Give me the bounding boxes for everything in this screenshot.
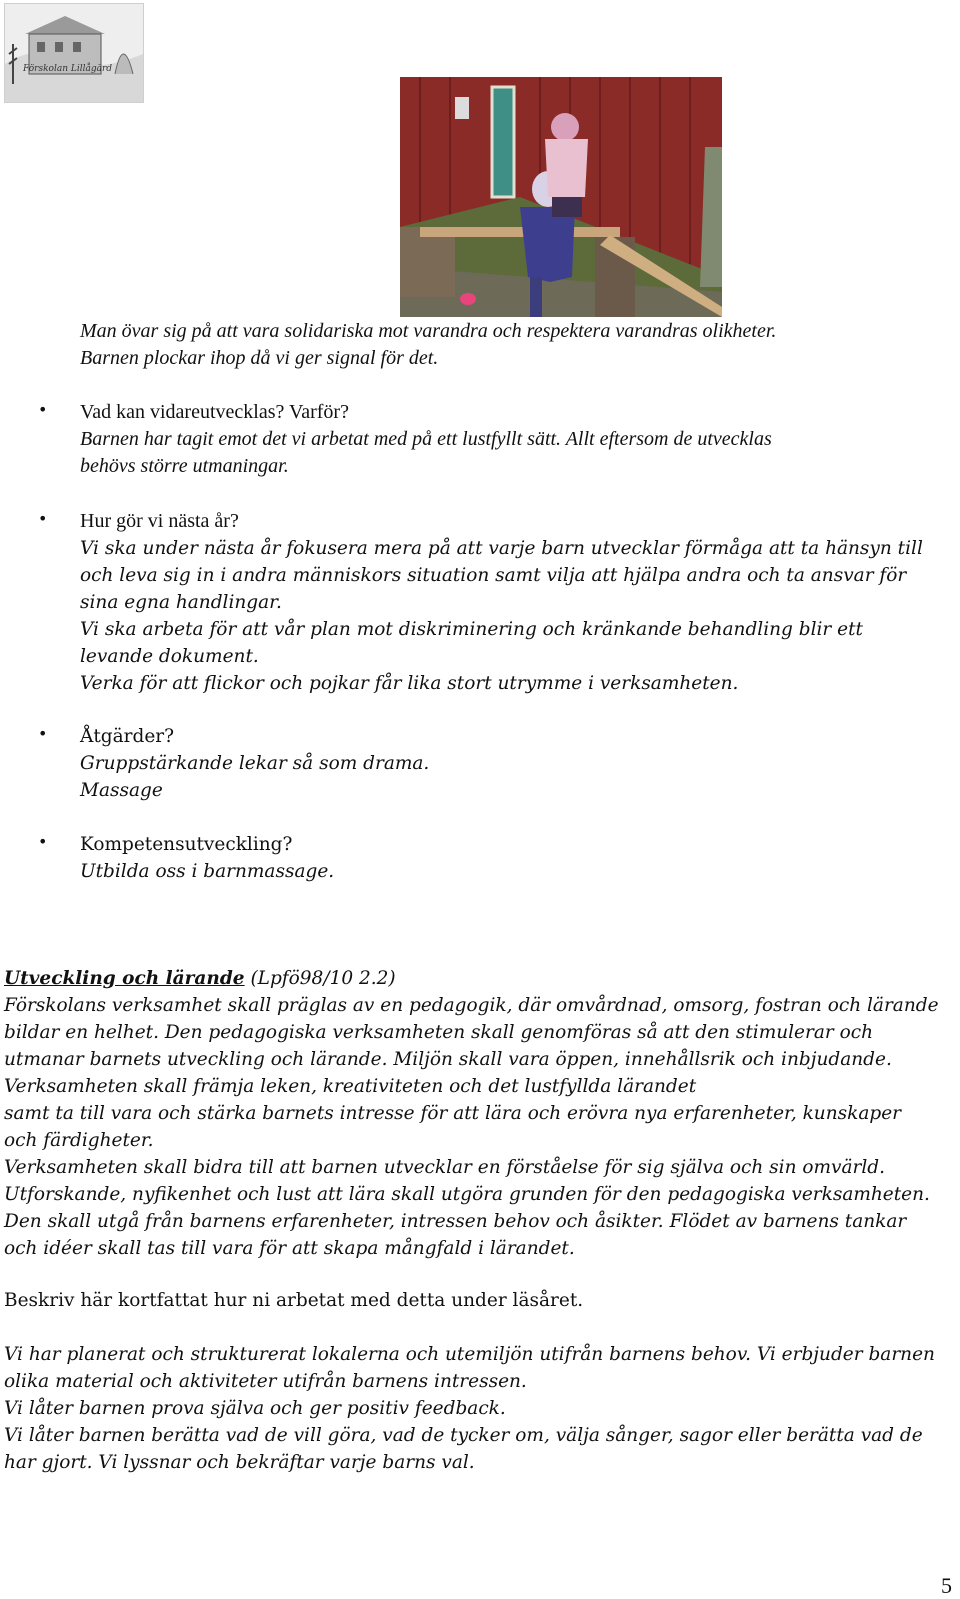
bullet-answer: Gruppstärkande lekar så som drama. (80, 753, 430, 774)
bullet-question: Hur gör vi nästa år? (80, 510, 239, 532)
answer-line: Vi låter barnen prova själva och ger positiv feedback. (4, 1398, 506, 1419)
bullet-question: Åtgärder? (80, 726, 175, 747)
children-photo-image-icon (400, 77, 722, 317)
page-number: 5 (941, 1573, 952, 1598)
logo-caption: Förskolan Lillågärd (23, 64, 113, 74)
bullet-answer: Barnen har tagit emot det vi arbetat med på ett lustfyllt sätt. Allt eftersom de utvecklas (80, 428, 772, 450)
heading-reference: (Lpfö98/10 2.2) (244, 968, 396, 989)
bullet-icon: • (38, 509, 48, 528)
preschool-logo (4, 3, 144, 103)
body-line: Utforskande, nyfikenhet och lust att lära skall utgöra grunden för den pedagogiska verksamheten. (4, 1184, 930, 1205)
body-line: Verksamheten skall främja leken, kreativiteten och det lustfyllda lärandet (4, 1076, 697, 1097)
body-line: bildar en helhet. Den pedagogiska verksamheten skall genomföras så att den stimulerar och (4, 1022, 874, 1043)
bullet-answer: och leva sig in i andra människors situation samt vilja att hjälpa andra och ta ansvar för (80, 565, 907, 586)
bullet-icon: • (38, 724, 48, 743)
bullet-question: Kompetensutveckling? (80, 834, 293, 855)
body-line: Verksamheten skall bidra till att barnen utvecklar en förståelse för sig själva och sin omvärld. (4, 1157, 886, 1178)
answer-line: olika material och aktiviteter utifrån barnens intressen. (4, 1371, 527, 1392)
section-heading (4, 965, 396, 992)
bullet-answer: behövs större utmaningar. (80, 455, 289, 477)
logo-sketch-icon (5, 4, 143, 102)
bullet-answer: Utbilda oss i barnmassage. (80, 861, 335, 882)
body-line: samt ta till vara och stärka barnets intresse för att lära och erövra nya erfarenheter, kunskaper (4, 1103, 901, 1124)
bullet-icon: • (38, 832, 48, 851)
bullet-answer: Vi ska arbeta för att vår plan mot diskriminering och kränkande behandling blir ett (80, 619, 863, 640)
body-line: och idéer skall tas till vara för att skapa mångfald i lärandet. (4, 1238, 575, 1259)
text-line: Barnen plockar ihop då vi ger signal för det. (80, 347, 439, 369)
bullet-answer: sina egna handlingar. (80, 592, 282, 613)
bullet-answer: Massage (80, 780, 163, 801)
body-line: och färdigheter. (4, 1130, 154, 1151)
answer-line: har gjort. Vi lyssnar och bekräftar varje barns val. (4, 1452, 475, 1473)
bullet-icon: • (38, 400, 48, 419)
prompt-text: Beskriv här kortfattat hur ni arbetat med detta under läsåret. (4, 1290, 584, 1311)
body-line: Förskolans verksamhet skall präglas av en pedagogik, där omvårdnad, omsorg, fostran och lärande (4, 995, 939, 1016)
heading-title: Utveckling och lärande (4, 968, 245, 989)
bullet-answer: Verka för att flickor och pojkar får lika stort utrymme i verksamheten. (80, 673, 739, 694)
children-playing-photo (400, 77, 722, 317)
body-line: Den skall utgå från barnens erfarenheter, intressen behov och åsikter. Flödet av barnens tankar (4, 1211, 907, 1232)
bullet-answer: Vi ska under nästa år fokusera mera på att varje barn utvecklar förmåga att ta hänsyn till (80, 538, 923, 559)
body-line: utmanar barnets utveckling och lärande. Miljön skall vara öppen, innehållsrik och inbjudande. (4, 1049, 892, 1070)
answer-line: Vi har planerat och strukturerat lokalerna och utemiljön utifrån barnens behov. Vi erbjuder barnen (4, 1344, 935, 1365)
answer-line: Vi låter barnen berätta vad de vill göra, vad de tycker om, välja sånger, sagor eller berätta vad de (4, 1425, 923, 1446)
bullet-answer: levande dokument. (80, 646, 259, 667)
bullet-question: Vad kan vidareutvecklas? Varför? (80, 401, 349, 423)
text-line: Man övar sig på att vara solidariska mot varandra och respektera varandras olikheter. (80, 320, 777, 342)
